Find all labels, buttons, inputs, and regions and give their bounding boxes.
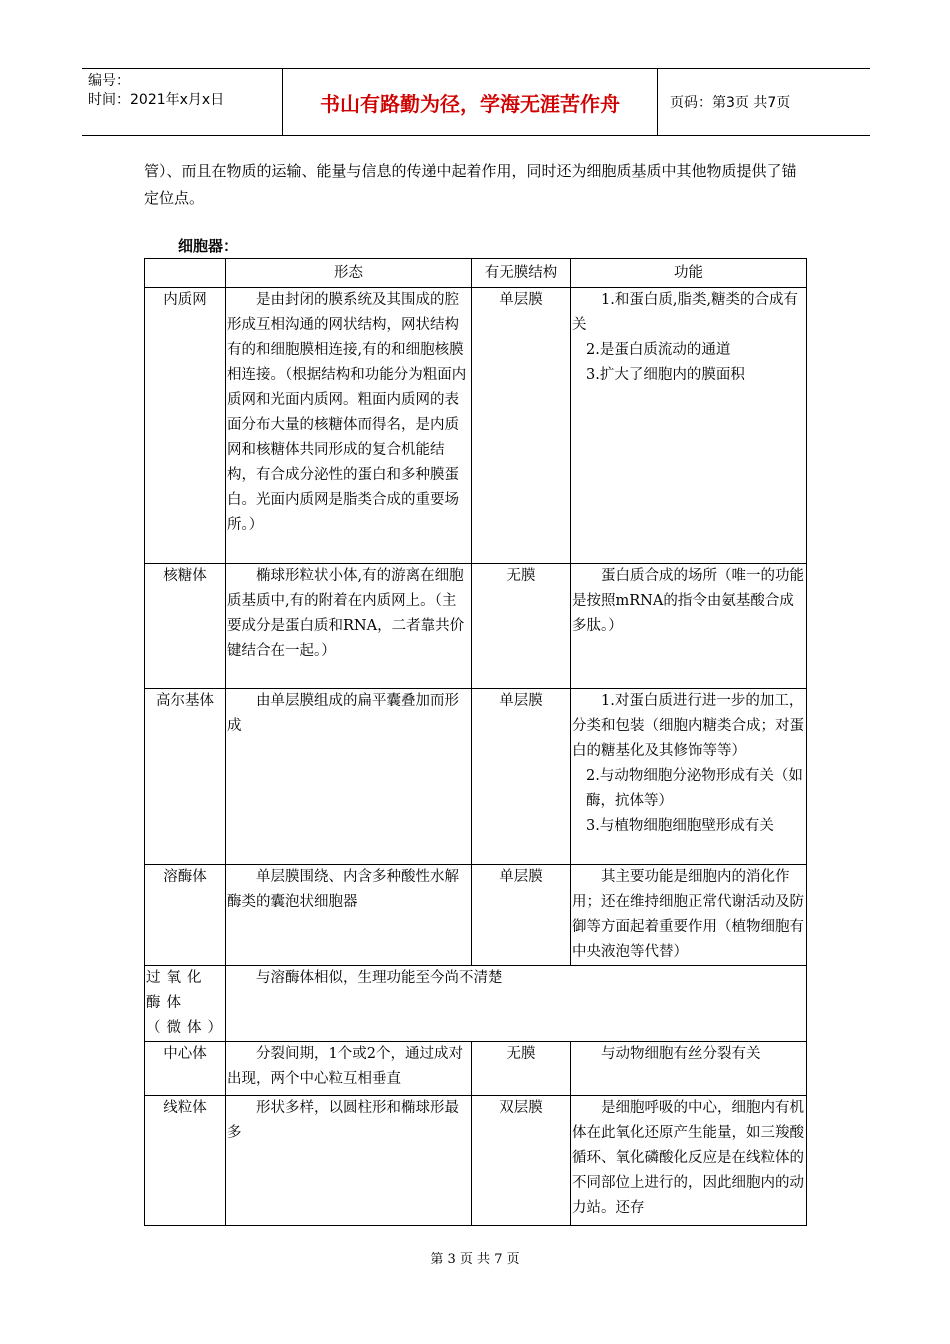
number-label: 编号： (88, 73, 130, 89)
form-cell: 形状多样，以圆柱形和椭球形最多 (226, 1096, 472, 1226)
table-row (145, 966, 807, 1042)
function-line: 蛋白质合成的场所（唯一的功能是按照mRNA的指令由氨基酸合成多肽。） (572, 568, 804, 634)
membrane-cell: 无膜 (472, 564, 571, 689)
function-line: 与动物细胞有丝分裂有关 (601, 1046, 761, 1062)
function-cell (571, 564, 807, 689)
organelle-name-cell: 溶酶体 (145, 865, 226, 966)
table-row (145, 865, 807, 966)
organelle-name-cell: 中心体 (145, 1042, 226, 1096)
function-line: 是细胞呼吸的中心，细胞内有机体在此氧化还原产生能量，如三羧酸循环、氧化磷酸化反应是在线粒体的不同部位上进行的，因此细胞内的动力站。还存 (572, 1100, 804, 1216)
form-cell: 与溶酶体相似，生理功能至今尚不清楚 (226, 966, 807, 1042)
function-cell (571, 1042, 807, 1096)
form-cell: 分裂间期，1个或2个，通过成对出现，两个中心粒互相垂直 (226, 1042, 472, 1096)
page-footer: 第 3 页 共 7 页 (430, 1252, 520, 1267)
table-row (145, 1096, 807, 1226)
function-line: 1.对蛋白质进行进一步的加工，分类和包装（细胞内糖类合成；对蛋白的糖基化及其修饰等等） (572, 693, 804, 759)
header-cell-form: 形态 (226, 259, 472, 288)
header-cell-name (145, 259, 226, 288)
membrane-cell: 无膜 (472, 1042, 571, 1096)
function-cell (571, 1096, 807, 1226)
form-cell: 椭球形粒状小体,有的游离在细胞质基质中,有的附着在内质网上。（主要成分是蛋白质和RNA，二者靠共价键结合在一起。） (226, 564, 472, 689)
function-line: 2.是蛋白质流动的通道 (586, 342, 731, 358)
organelle-table (144, 258, 807, 1226)
table-row (145, 288, 807, 564)
header-page-label: 页码：第3页 共7页 (670, 95, 791, 111)
function-line: 2.与动物细胞分泌物形成有关（如酶，抗体等） (586, 768, 803, 809)
form-cell: 由单层膜组成的扁平囊叠加而形成 (226, 689, 472, 865)
organelle-name-cell: 核糖体 (145, 564, 226, 689)
table-row (145, 1042, 807, 1096)
membrane-cell: 双层膜 (472, 1096, 571, 1226)
table-row (145, 564, 807, 689)
intro-paragraph: 管）、而且在物质的运输、能量与信息的传递中起着作用，同时还为细胞质基质中其他物质提供了锚定位点。 (144, 162, 797, 207)
header-motto: 书山有路勤为径，学海无涯苦作舟 (283, 69, 658, 135)
header-meta (82, 69, 283, 135)
table-body (145, 288, 807, 1226)
membrane-cell: 单层膜 (472, 288, 571, 564)
function-line: 其主要功能是细胞内的消化作用；还在维持细胞正常代谢活动及防御等方面起着重要作用（植物细胞有中央液泡等代替） (572, 869, 804, 960)
organelle-name-cell: 高尔基体 (145, 689, 226, 865)
membrane-cell: 单层膜 (472, 865, 571, 966)
table-row (145, 689, 807, 865)
form-cell: 是由封闭的膜系统及其围成的腔形成互相沟通的网状结构，网状结构有的和细胞膜相连接,有的和细胞核膜相连接。（根据结构和功能分为粗面内质网和光面内质网。粗面内质网的表面分布大量的核糖体而得名，是内质网和核糖体共同形成的复合机能结构，有合成分泌性的蛋白和多种膜蛋白。光面内质网是脂类合成的重要场所。） (226, 288, 472, 564)
organelle-name-cell: 内质网 (145, 288, 226, 564)
function-cell (571, 865, 807, 966)
function-cell (571, 288, 807, 564)
time-label: 时间：2021年x月x日 (88, 92, 225, 108)
section-title: 细胞器： (178, 237, 239, 255)
function-cell (571, 689, 807, 865)
form-cell: 单层膜围绕、内含多种酸性水解酶类的囊泡状细胞器 (226, 865, 472, 966)
function-line: 1.和蛋白质,脂类,糖类的合成有关 (572, 292, 799, 333)
organelle-name-cell: 线粒体 (145, 1096, 226, 1226)
membrane-cell: 单层膜 (472, 689, 571, 865)
function-line: 3.与植物细胞细胞壁形成有关 (586, 818, 774, 834)
header-cell-membrane: 有无膜结构 (472, 259, 571, 288)
function-line: 3.扩大了细胞内的膜面积 (586, 367, 745, 383)
organelle-name-cell: 过氧化酶体（微体） (145, 966, 226, 1042)
page-header (82, 68, 870, 136)
table-header-row (145, 259, 807, 288)
header-cell-function: 功能 (571, 259, 807, 288)
